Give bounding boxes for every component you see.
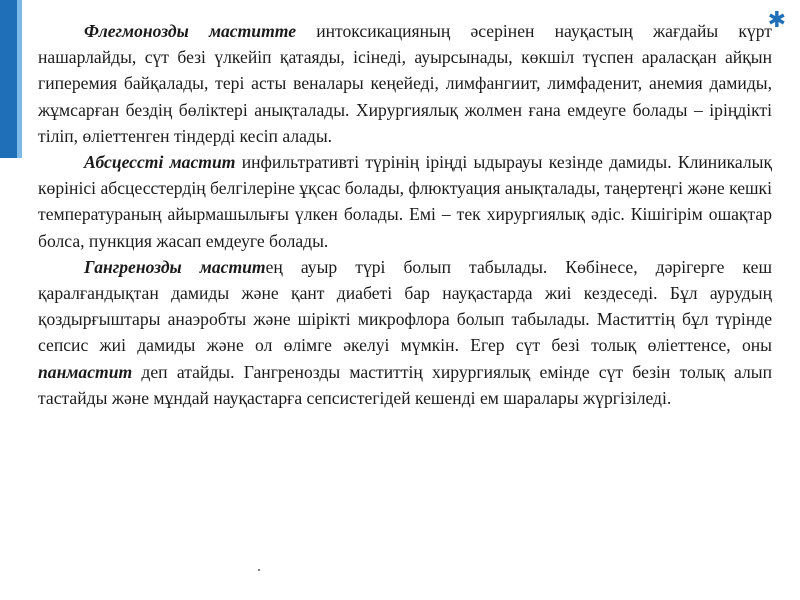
accent-bar <box>0 0 17 158</box>
stray-dot <box>258 569 260 571</box>
term-gangrenous: Гангренозды мастит <box>84 256 266 277</box>
paragraph-text: инфильтративті түрінің іріңді ыдырауы кезінде дамиды. Клиникалық көрінісі абсцесстердің белгілеріне ұқсас болады, флюктуация анықталады, таңертеңгі және кешкі температураның айырмашылығы үлкен болады. Емі – тек хирургиялық әдіс. Кішігірім ошақтар болса, пункция жасап емдеуге болады. <box>38 152 773 251</box>
term-phlegmonous: Флегмонозды маститте <box>84 21 297 41</box>
term-panmastitis: панмастит <box>38 361 133 382</box>
term-abscess: Абсцессті мастит <box>84 152 236 173</box>
paragraph-gangrenous <box>38 254 772 411</box>
paragraph-phlegmonous <box>38 18 772 149</box>
document-body <box>38 18 772 411</box>
asterisk-icon: ✱ <box>767 8 786 33</box>
paragraph-text: деп атайды. Гангренозды маститтің хирургиялық емінде сүт безін толық алып тастайды және мұндай науқастарға сепсистегідей кешенді ем шаралары жүргізіледі. <box>38 361 772 408</box>
paragraph-text: интоксикацияның әсерінен науқастың жағдайы күрт нашарлайды, сүт безі үлкейіп қатаяды, ісінеді, ауырсынады, көкшіл түспен араласқан айқын гиперемия байқалады, тері асты веналары кеңейеді, лимфангиит, лимфаденит, анемия дамиды, жұмсарған бездің бөліктері анықталады. Хирургиялық жолмен ғана емдеуге болады – іріңдікті тіліп, өліеттенген тіндерді кесіп алады. <box>38 21 772 146</box>
paragraph-text: ең ауыр түрі болып табылады. Көбінесе, дәрігерге кеш қаралғандықтан дамиды және қант диабеті бар науқастарда жиі кездеседі. Бұл аурудың қоздырғыштары анаэробты және шірікті микрофлора болып табылады. Маститтің бұл түрінде сепсис жиі дамиды және ол өлімге әкелуі мүмкін. Егер сүт безі толық өліеттенсе, оны <box>38 256 773 356</box>
paragraph-abscess <box>38 149 772 254</box>
